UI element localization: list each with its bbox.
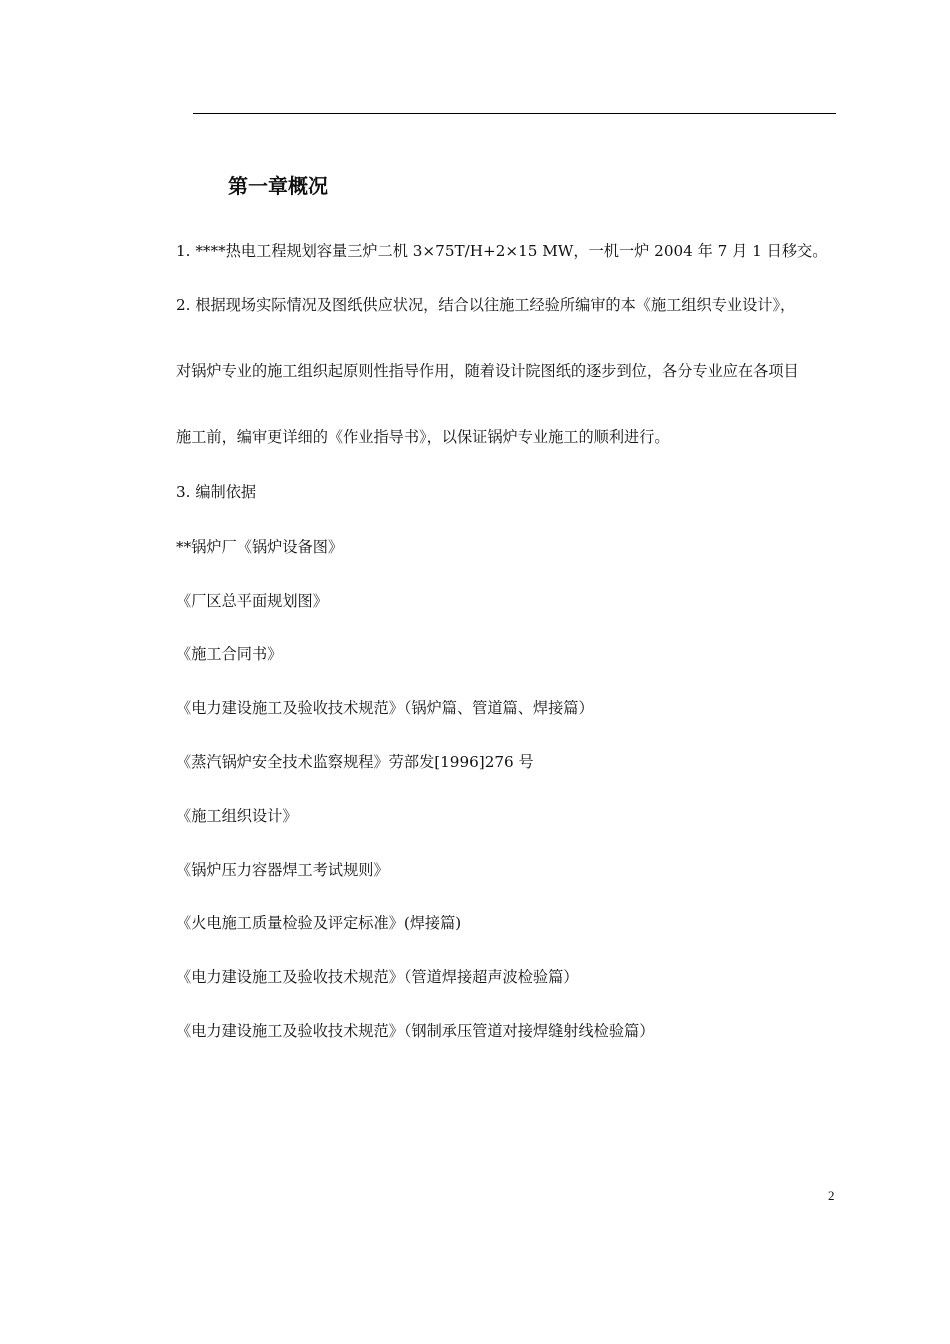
reference-item: 《厂区总平面规划图》 — [176, 592, 328, 610]
paragraph-2-line-2: 对锅炉专业的施工组织起原则性指导作用，随着设计院图纸的逐步到位，各分专业应在各项目 — [176, 362, 799, 380]
chapter-title: 第一章概况 — [228, 174, 328, 198]
paragraph-3-heading: 3. 编制依据 — [176, 483, 257, 501]
paragraph-1: 1. ****热电工程规划容量三炉二机 3×75T/H+2×15 MW，一机一炉 2004 年 7 月 1 日移交。 — [176, 242, 828, 260]
reference-item: 《施工组织设计》 — [176, 807, 298, 825]
reference-item: 《火电施工质量检验及评定标准》(焊接篇) — [176, 914, 462, 932]
reference-item: 《电力建设施工及验收技术规范》（管道焊接超声波检验篇） — [176, 968, 579, 986]
page-number: 2 — [828, 1188, 835, 1203]
reference-item: 《蒸汽锅炉安全技术监察规程》劳部发[1996]276 号 — [176, 753, 534, 771]
reference-item: 《电力建设施工及验收技术规范》（锅炉篇、管道篇、焊接篇） — [176, 699, 594, 717]
reference-item: **锅炉厂《锅炉设备图》 — [176, 538, 344, 556]
reference-item: 《锅炉压力容器焊工考试规则》 — [176, 861, 389, 879]
paragraph-2-line-1: 2. 根据现场实际情况及图纸供应状况，结合以往施工经验所编审的本《施工组织专业设计》， — [176, 296, 796, 314]
reference-item: 《施工合同书》 — [176, 645, 283, 663]
reference-item: 《电力建设施工及验收技术规范》（钢制承压管道对接焊缝射线检验篇） — [176, 1022, 655, 1040]
header-rule — [193, 113, 836, 114]
paragraph-2-line-3: 施工前，编审更详细的《作业指导书》，以保证锅炉专业施工的顺利进行。 — [176, 428, 670, 446]
